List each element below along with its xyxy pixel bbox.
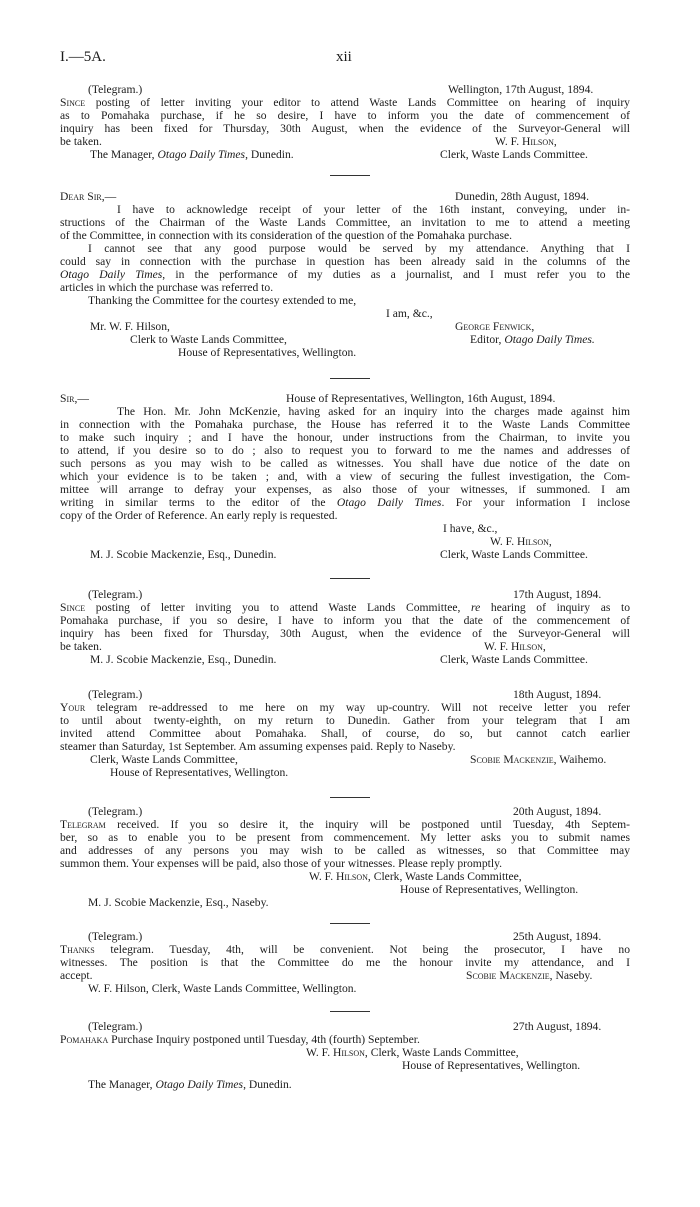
page-number: xii <box>336 49 352 65</box>
body-line: to attend, if you desire so to do ; also to request you to forward to me the names and addresses of <box>60 444 630 457</box>
body-line: accept. <box>60 969 93 982</box>
body-line: could say in connection with the purchase in question has been already said in the columns of the <box>60 255 630 268</box>
telegram-date: Wellington, 17th August, 1894. <box>448 83 594 96</box>
body-line: The Hon. Mr. John McKenzie, having asked for an inquiry into the charges made against him <box>117 405 630 418</box>
telegram-heading: (Telegram.) <box>88 930 143 943</box>
body-line: be taken. <box>60 135 102 148</box>
body-line: Thanks telegram. Tuesday, 4th, will be convenient. Not being the prosecutor, I have no <box>60 943 631 956</box>
letter-date: House of Representatives, Wellington, 16th August, 1894. <box>286 392 556 405</box>
letter-date: Dunedin, 28th August, 1894. <box>455 190 589 203</box>
addressee-title: Clerk, Waste Lands Committee, <box>90 753 238 766</box>
addressee: M. J. Scobie Mackenzie, Esq., Dunedin. <box>90 653 277 666</box>
body-line: which your evidence is to be taken ; and, with a view of securing the fullest investigation, the Com- <box>60 470 630 483</box>
body-line: Otago Daily Times, in the performance of my duties as a journalist, and I must refer you to the <box>60 268 630 281</box>
telegram-heading: (Telegram.) <box>88 805 143 818</box>
body-line: as to Pomahaka purchase, if he so desire, I have to inform you the date of commencement of <box>60 109 630 122</box>
body-line: Thanking the Committee for the courtesy extended to me, <box>88 294 357 307</box>
signature-title: Clerk, Waste Lands Committee. <box>440 148 588 161</box>
body-line: invited attend Committee about Pomahaka. Shall, of course, do so, but cannot catch earlier <box>60 727 630 740</box>
body-line: in connection with the Pomahaka purchase, the House has referred it to the Waste Lands Committee <box>60 418 630 431</box>
signature-title: Clerk, Waste Lands Committee. <box>440 548 588 561</box>
signature-address: House of Representatives, Wellington. <box>400 883 579 896</box>
body-line: Telegram received. If you so desire it, the inquiry will be postponed until Tuesday, 4th Septem- <box>60 818 630 831</box>
signature: W. F. Hilson, <box>495 135 557 148</box>
salutation: Dear Sir,— <box>60 190 117 203</box>
body-line: I have to acknowledge receipt of your letter of the 16th instant, conveying, under in- <box>117 203 630 216</box>
section-divider <box>330 1011 370 1012</box>
signature: Scobie Mackenzie, Naseby. <box>466 969 593 982</box>
lead-word: Your <box>60 701 86 714</box>
body-line: inquiry has been fixed for Thursday, 30th August, when the evidence of the Surveyor-General will <box>60 122 630 135</box>
signature: George Fenwick, <box>455 320 535 333</box>
section-divider <box>330 797 370 798</box>
body-line: Pomahaka purchase, if you so desire, I have to inform you that the date of the commencement of <box>60 614 630 627</box>
section-divider <box>330 578 370 579</box>
addressee: W. F. Hilson, Clerk, Waste Lands Committee, Wellington. <box>88 982 357 995</box>
telegram-date: 17th August, 1894. <box>513 588 602 601</box>
section-divider <box>330 923 370 924</box>
addressee: The Manager, Otago Daily Times, Dunedin. <box>88 1078 292 1091</box>
closing: I am, &c., <box>386 307 433 320</box>
body-line: summon them. Your expenses will be paid, also those of your witnesses. Please reply promptly. <box>60 857 503 870</box>
telegram-date: 18th August, 1894. <box>513 688 602 701</box>
lead-word: Since <box>60 96 86 109</box>
signature: W. F. Hilson, <box>490 535 552 548</box>
body-line: ber, so as to enable you to be present from commencement. My letter asks you to submit names <box>60 831 630 844</box>
body-line: witnesses. The position is that the Committee do me the honour invite my attendance, and I <box>60 956 630 969</box>
signature-title: Clerk, Waste Lands Committee. <box>440 653 588 666</box>
body-line: articles in which the purchase was referred to. <box>60 281 274 294</box>
addressee-address: House of Representatives, Wellington. <box>110 766 289 779</box>
telegram-heading: (Telegram.) <box>88 1020 143 1033</box>
body-line: Since posting of letter inviting you to attend Waste Lands Committee, re hearing of inquiry as to <box>60 601 631 614</box>
body-line: to until about twenty-eighth, on my return to Dunedin. Gather from your telegram that I am <box>60 714 630 727</box>
lead-word: Telegram <box>60 818 106 831</box>
addressee-title: Clerk to Waste Lands Committee, <box>130 333 287 346</box>
body-line: steamer than Saturday, 1st September. Am assuming expenses paid. Reply to Naseby. <box>60 740 456 753</box>
body-line: inquiry has been fixed for Thursday, 30th August, when the evidence of the Surveyor-General will <box>60 627 630 640</box>
body-line: to make such inquiry ; and I have the honour, under instructions from the Chairman, to invite you <box>60 431 630 444</box>
telegram-heading: (Telegram.) <box>88 688 143 701</box>
body-line: Your telegram re-addressed to me here on my way up-country. Will not receive letter you refer <box>60 701 630 714</box>
closing: I have, &c., <box>443 522 498 535</box>
addressee-name: Mr. W. F. Hilson, <box>90 320 170 333</box>
lead-word: Since <box>60 601 86 614</box>
body-line: Since posting of letter inviting your editor to attend Waste Lands Committee on hearing of inquiry <box>60 96 630 109</box>
telegram-date: 20th August, 1894. <box>513 805 602 818</box>
telegram-heading: (Telegram.) <box>88 83 143 96</box>
body-line: Pomahaka Purchase Inquiry postponed until Tuesday, 4th (fourth) September. <box>60 1033 420 1046</box>
addressee: The Manager, Otago Daily Times, Dunedin. <box>90 148 294 161</box>
section-divider <box>330 378 370 379</box>
body-line: such persons as you may wish to be called as witnesses. You shall have due notice of the date on <box>60 457 630 470</box>
body-line: of the Committee, in connection with its consideration of the question of the Pomahaka purchase. <box>60 229 513 242</box>
addressee: M. J. Scobie Mackenzie, Esq., Naseby. <box>88 896 269 909</box>
page-reference: I.—5A. <box>60 49 106 65</box>
body-line: be taken. <box>60 640 102 653</box>
telegram-date: 25th August, 1894. <box>513 930 602 943</box>
signature: Scobie Mackenzie, Waihemo. <box>470 753 607 766</box>
addressee-address: House of Representatives, Wellington. <box>178 346 357 359</box>
salutation: Sir,— <box>60 392 89 405</box>
body-line: mittee will arrange to defray your expenses, as also those of your witnesses, if summoned. I am <box>60 483 630 496</box>
signature: W. F. Hilson, Clerk, Waste Lands Committee, <box>306 1046 519 1059</box>
body-line: and addresses of any persons you may wish to be called as witnesses, so that Committee may <box>60 844 630 857</box>
body-line: copy of the Order of Reference. An early reply is requested. <box>60 509 338 522</box>
telegram-date: 27th August, 1894. <box>513 1020 602 1033</box>
signature-title: Editor, Otago Daily Times. <box>470 333 595 346</box>
signature: W. F. Hilson, <box>484 640 546 653</box>
section-divider <box>330 175 370 176</box>
addressee: M. J. Scobie Mackenzie, Esq., Dunedin. <box>90 548 277 561</box>
signature-address: House of Representatives, Wellington. <box>402 1059 581 1072</box>
lead-word: Pomahaka <box>60 1033 109 1046</box>
lead-word: Thanks <box>60 943 95 956</box>
body-line: I cannot see that any good purpose would be served by my attendance. Anything that I <box>88 242 630 255</box>
body-line: structions of the Chairman of the Waste Lands Committee, an invitation to me to attend a meeting <box>60 216 630 229</box>
body-line: writing in similar terms to the editor of the Otago Daily Times. For your information I inclose <box>60 496 630 509</box>
telegram-heading: (Telegram.) <box>88 588 143 601</box>
signature: W. F. Hilson, Clerk, Waste Lands Committee, <box>309 870 522 883</box>
